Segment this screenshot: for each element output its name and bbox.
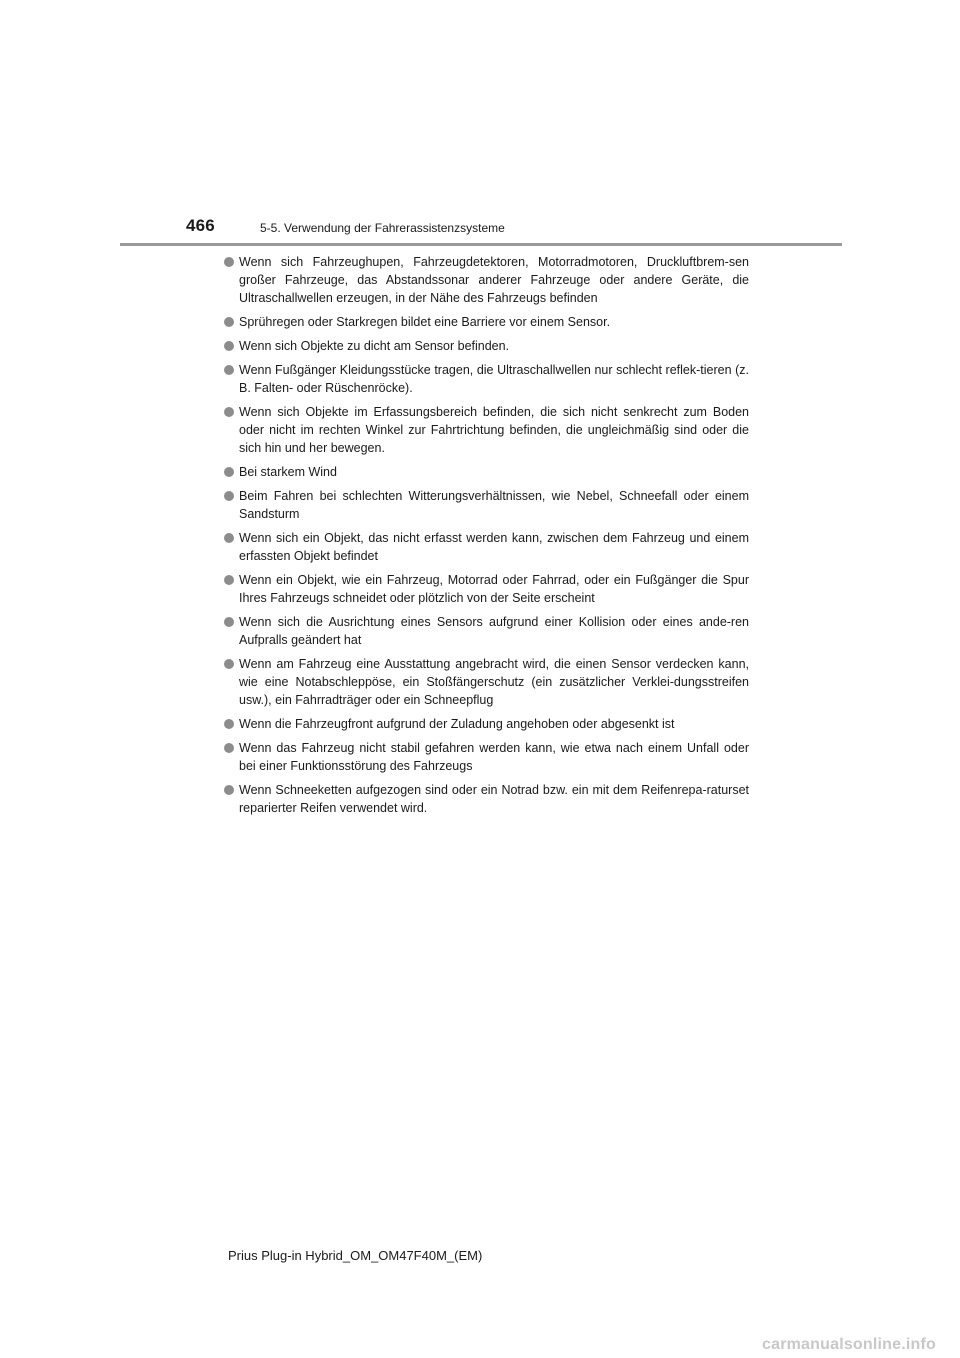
list-item-text: Wenn sich Objekte im Erfassungsbereich befinden, die sich nicht senkrecht zum Boden oder nicht im rechten Winkel zur Fahrtrichtung befinden, die ungleichmäßig sind oder die sich hin und her bewegen. <box>239 405 749 455</box>
list-item <box>224 739 749 775</box>
list-item-text: Wenn sich ein Objekt, das nicht erfasst werden kann, zwischen dem Fahrzeug und einem erfassten Objekt befindet <box>239 531 749 563</box>
bullet-dot-icon <box>224 317 234 327</box>
list-item <box>224 361 749 397</box>
document-id-footer: Prius Plug-in Hybrid_OM_OM47F40M_(EM) <box>228 1248 483 1263</box>
list-item-text: Bei starkem Wind <box>239 465 337 479</box>
list-item-text: Wenn Fußgänger Kleidungsstücke tragen, die Ultraschallwellen nur schlecht reflek-tieren (z. B. Falten- oder Rüschenröcke). <box>239 363 749 395</box>
list-item-text: Wenn das Fahrzeug nicht stabil gefahren werden kann, wie etwa nach einem Unfall oder bei einer Funktionsstörung des Fahrzeugs <box>239 741 749 773</box>
list-item <box>224 781 749 817</box>
page-number: 466 <box>186 216 215 235</box>
bullet-dot-icon <box>224 533 234 543</box>
watermark-text: carmanualsonline.info <box>762 1336 937 1353</box>
bullet-dot-icon <box>224 341 234 351</box>
list-item <box>224 313 749 331</box>
list-item-text: Beim Fahren bei schlechten Witterungsverhältnissen, wie Nebel, Schneefall oder einem Sandsturm <box>239 489 749 521</box>
bullet-dot-icon <box>224 407 234 417</box>
list-item-text: Wenn am Fahrzeug eine Ausstattung angebracht wird, die einen Sensor verdecken kann, wie eine Notabschleppöse, ein Stoßfängerschutz (ein zusätzlicher Verklei-dungsstreifen usw.), ein Fahrradträger oder ein Schneepflug <box>239 657 749 707</box>
condition-bullet-list <box>224 253 749 823</box>
list-item-text: Wenn sich die Ausrichtung eines Sensors aufgrund einer Kollision oder eines ande-ren Aufpralls geändert hat <box>239 615 749 647</box>
bullet-dot-icon <box>224 743 234 753</box>
section-title: 5-5. Verwendung der Fahrerassistenzsysteme <box>260 221 505 235</box>
bullet-dot-icon <box>224 491 234 501</box>
list-item <box>224 253 749 307</box>
bullet-dot-icon <box>224 575 234 585</box>
header-divider <box>120 243 842 246</box>
list-item-text: Wenn ein Objekt, wie ein Fahrzeug, Motorrad oder Fahrrad, oder ein Fußgänger die Spur Ihres Fahrzeugs schneidet oder plötzlich von der Seite erscheint <box>239 573 749 605</box>
list-item-text: Wenn Schneeketten aufgezogen sind oder ein Notrad bzw. ein mit dem Reifenrepa-raturset reparierter Reifen verwendet wird. <box>239 783 749 815</box>
bullet-dot-icon <box>224 785 234 795</box>
bullet-dot-icon <box>224 719 234 729</box>
bullet-dot-icon <box>224 617 234 627</box>
list-item <box>224 529 749 565</box>
list-item <box>224 487 749 523</box>
list-item-text: Wenn die Fahrzeugfront aufgrund der Zuladung angehoben oder abgesenkt ist <box>239 717 675 731</box>
list-item <box>224 463 749 481</box>
list-item-text: Wenn sich Objekte zu dicht am Sensor befinden. <box>239 339 510 353</box>
list-item <box>224 403 749 457</box>
bullet-dot-icon <box>224 365 234 375</box>
bullet-dot-icon <box>224 467 234 477</box>
bullet-dot-icon <box>224 659 234 669</box>
list-item <box>224 715 749 733</box>
bullet-dot-icon <box>224 257 234 267</box>
list-item <box>224 337 749 355</box>
list-item-text: Sprühregen oder Starkregen bildet eine Barriere vor einem Sensor. <box>239 315 611 329</box>
list-item <box>224 613 749 649</box>
list-item <box>224 571 749 607</box>
list-item <box>224 655 749 709</box>
list-item-text: Wenn sich Fahrzeughupen, Fahrzeugdetektoren, Motorradmotoren, Druckluftbrem-sen großer Fahrzeuge, das Abstandssonar anderer Fahrzeuge oder andere Geräte, die Ultraschallwellen erzeugen, in der Nähe des Fahrzeugs befinden <box>239 255 749 305</box>
